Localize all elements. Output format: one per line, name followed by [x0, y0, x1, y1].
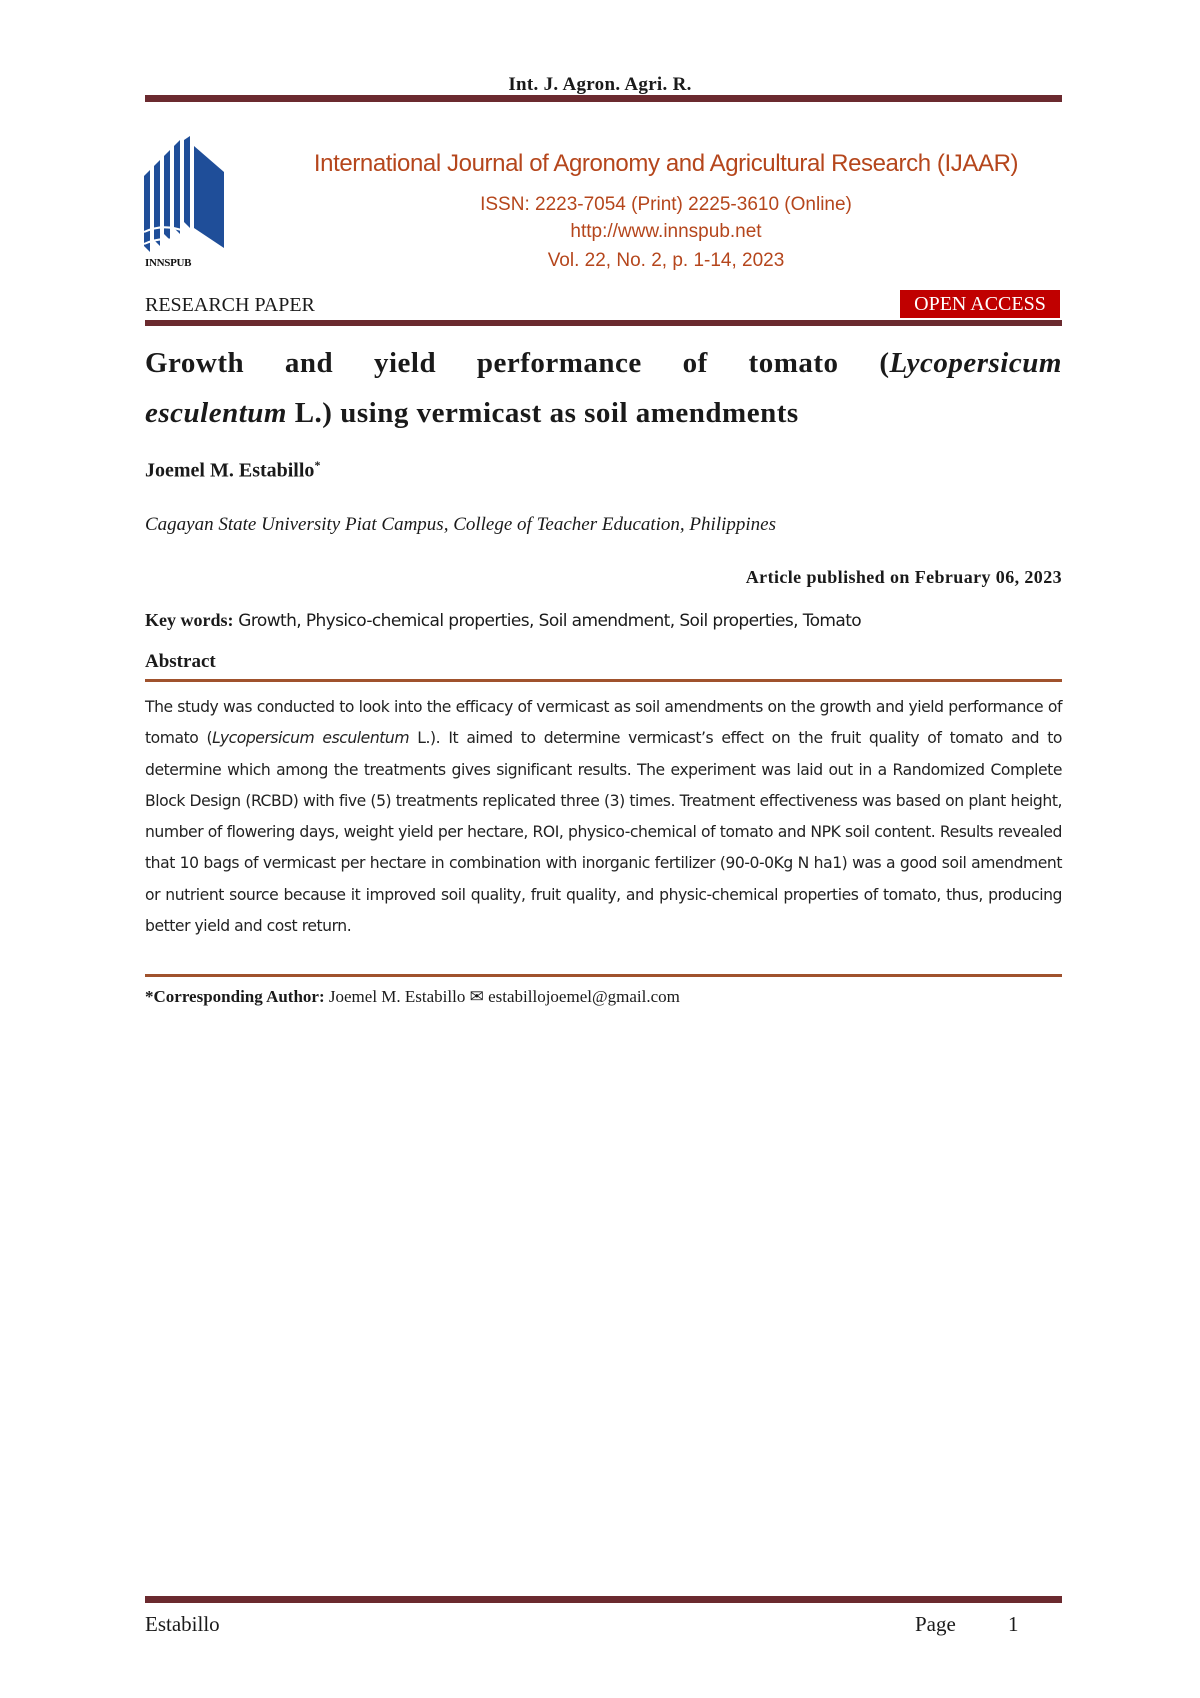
research-paper-label: RESEARCH PAPER [145, 294, 315, 316]
abstract-text: The study was conducted to look into the efficacy of vermicast as soil amendments on the growth and yield performance of tomato (Lycopersicum esculentum L.). It aimed to determine vermicast’s effect on the fruit quality of tomato and to determine which among the treatments gives significant results. The experiment was laid out in a Randomized Complete Block Design (RCBD) with five (5) treatments replicated three (3) times. Treatment effectiveness was based on plant height, number of flowering days, weight yield per hectare, ROI, physico-chemical of tomato and NPK soil content. Results revealed that 10 bags of vermicast per hectare in combination with inorganic fertilizer (90-0-0Kg N ha1) was a good soil amendment or nutrient source because it improved soil quality, fruit quality, and physic-chemical properties of tomato, thus, producing better yield and cost return. [145, 698, 1063, 936]
journal-url[interactable]: http://www.innspub.net [570, 221, 762, 242]
corresponding-author: *Corresponding Author: Joemel M. Estabillo ✉ estabillojoemel@gmail.com [145, 987, 680, 1006]
open-access-badge: OPEN ACCESS [900, 290, 1060, 318]
abstract-bottom-rule [145, 974, 1062, 977]
footer-page-label: Page [915, 1612, 956, 1636]
abstract-heading: Abstract [145, 651, 216, 672]
affiliation: Cagayan State University Piat Campus, College of Teacher Education, Philippines [145, 514, 776, 535]
journal-issn: ISSN: 2223-7054 (Print) 2225-3610 (Online) [480, 194, 852, 215]
abstract-top-rule [145, 679, 1062, 682]
title-rule [145, 320, 1062, 326]
innspub-logo-icon [142, 136, 242, 271]
footer-rule [145, 1596, 1062, 1603]
journal-volume: Vol. 22, No. 2, p. 1-14, 2023 [547, 250, 785, 271]
journal-title: International Journal of Agronomy and Agricultural Research (IJAAR) [313, 150, 1019, 177]
corresponding-email[interactable]: estabillojoemel@gmail.com [483, 987, 680, 1006]
title-line-1: Growth and yield performance of tomato (Lycopersicum [145, 347, 1062, 379]
published-date: Article published on February 06, 2023 [745, 567, 1062, 587]
article-title [145, 338, 1062, 438]
header-rule [145, 95, 1062, 102]
footer-page-number: 1 [1008, 1612, 1019, 1636]
footer-author: Estabillo [145, 1612, 220, 1636]
running-head: Int. J. Agron. Agri. R. [508, 74, 692, 95]
logo-text: INNSPUB [145, 257, 192, 269]
email-icon: ✉ [469, 987, 484, 1006]
author: Joemel M. Estabillo* [145, 458, 321, 482]
keywords: Key words: Growth, Physico-chemical properties, Soil amendment, Soil properties, Tomato [145, 610, 862, 631]
title-line-2: esculentum L.) using vermicast as soil amendments [145, 397, 799, 429]
